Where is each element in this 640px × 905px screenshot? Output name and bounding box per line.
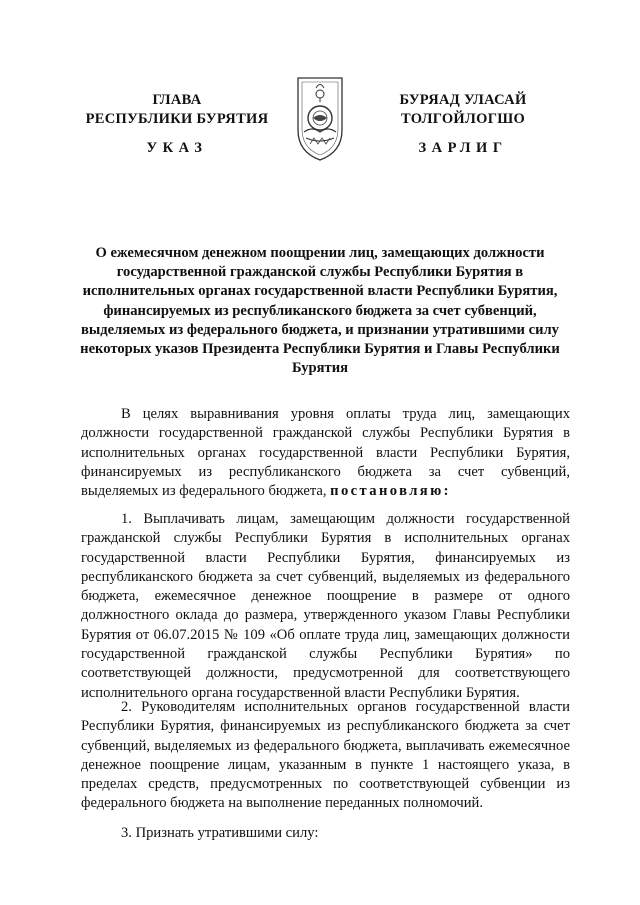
item-3-paragraph: 3. Признать утратившими силу: xyxy=(121,825,319,841)
item-1-paragraph: 1. Выплачивать лицам, замещающим должности государственной гражданской службы Республики Бурятия в исполнительных органах государственной власти Республики Бурятия, финансируемых из республиканского бюджета за счет субвенций, выделяемых из федерального бюджета, ежемесячное денежное поощрение в размере от одного должностного оклада до размера, утвержденного указом Главы Республики Бурятия от 06.07.2015 № 109 «Об оплате труда лиц, замещающих должности государственной гражданской службы Республики Бурятия» по соответствующей должности, предусмотренной для соответствующего исполнительного органа государственной власти Республики Бурятия. xyxy=(81,511,570,701)
issuer-ru-line2: РЕСПУБЛИКИ БУРЯТИЯ xyxy=(85,111,269,127)
preamble-paragraph xyxy=(81,405,570,501)
item-2-paragraph: 2. Руководителям исполнительных органов государственной власти Республики Бурятия, финансируемых из республиканского бюджета за счет субвенций, выделяемых из федерального бюджета, выплачивать ежемесячное денежное поощрение лицам, указанным в пункте 1 настоящего указа, в пределах средств, предусмотренных по соответствующей субвенции из федерального бюджета на выполнение переданных полномочий. xyxy=(81,699,570,812)
issuer-ru xyxy=(72,91,282,129)
issuer-bur xyxy=(358,91,568,129)
resolve-word: постановляю: xyxy=(330,483,451,500)
preamble-text: В целях выравнивания уровня оплаты труда лиц, замещающих должности государственной гражданской службы Республики Бурятия в исполнительных органах государственной власти Республики Бурятия, финансируемых из республиканского бюджета за счет субвенций, выделяемых из федерального бюджета, xyxy=(81,406,570,500)
issuer-ru-line1: ГЛАВА xyxy=(152,92,202,108)
issuer-bur-line2: ТОЛГОЙЛОГШО xyxy=(400,111,526,127)
issuer-bur-line1: БУРЯАД УЛАСАЙ xyxy=(399,92,527,108)
decree-label-bur: ЗАРЛИГ xyxy=(418,140,508,156)
coat-of-arms-icon xyxy=(292,72,348,162)
decree-label-ru: УКАЗ xyxy=(146,140,208,156)
document-title: О ежемесячном денежном поощрении лиц, замещающих должности государственной гражданской службы Республики Бурятия в исполнительных органах государственной власти Республики Бурятия, финансируемых из республиканского бюджета за счет субвенций, выделяемых из федерального бюджета, и признании утратившими силу некоторых указов Президента Республики Бурятия и Главы Республики Бурятия xyxy=(80,245,560,377)
